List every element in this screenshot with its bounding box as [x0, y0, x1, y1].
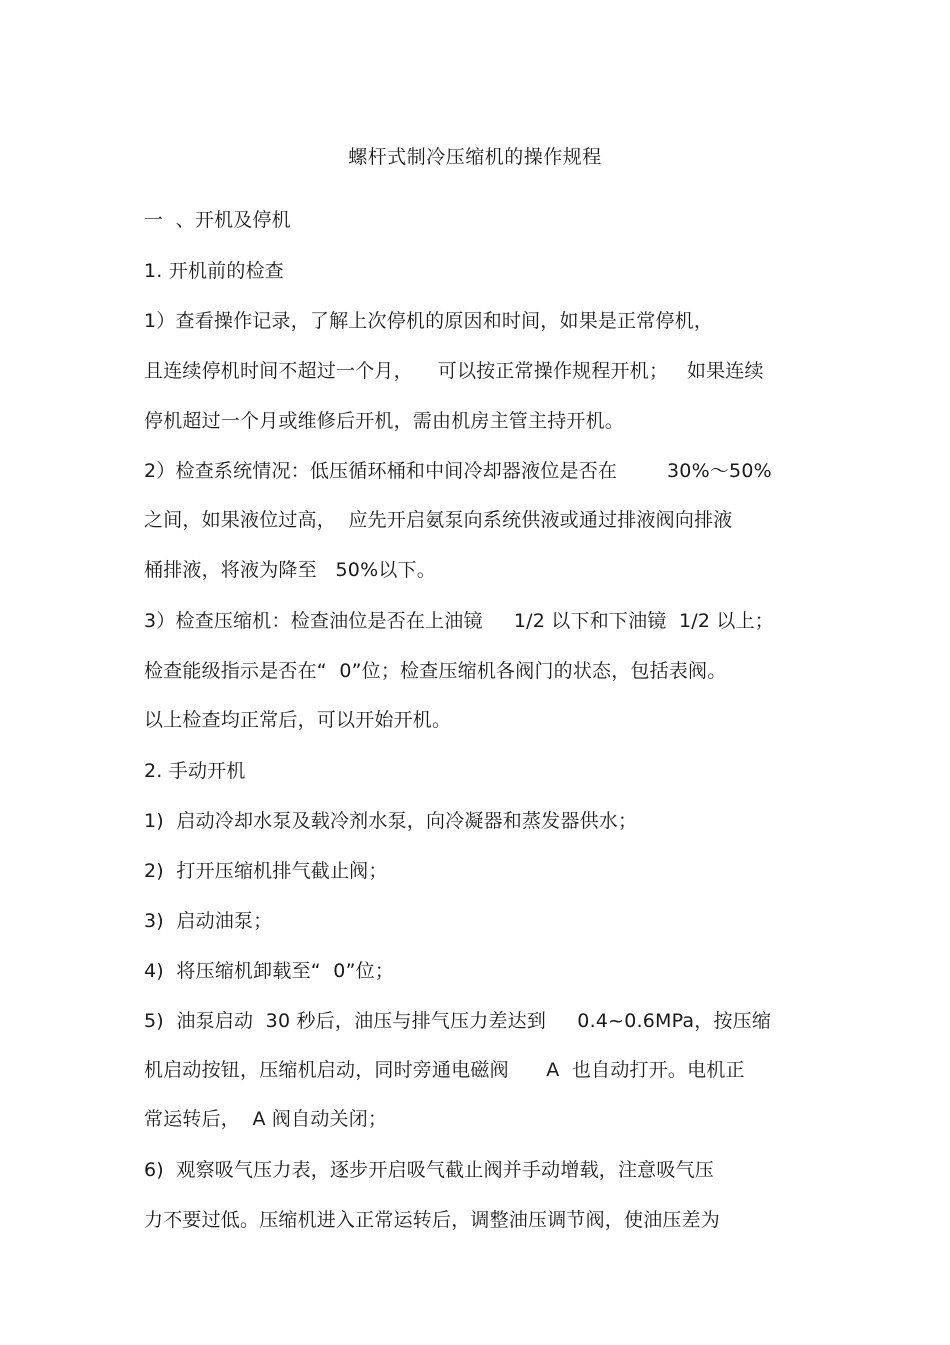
subsection-heading-manual-start: 2. 手动开机 [144, 760, 246, 782]
paragraph-line: 2）检查系统情况：低压循环桶和中间冷却器液位是否在 30%～50% [144, 460, 772, 482]
subsection-heading-pre-start-check: 1. 开机前的检查 [144, 260, 284, 282]
document-title: 螺杆式制冷压缩机的操作规程 [348, 146, 602, 168]
paragraph-line: 停机超过一个月或维修后开机，需由机房主管主持开机。 [144, 410, 625, 432]
paragraph-line: 1）查看操作记录，了解上次停机的原因和时间，如果是正常停机， [144, 310, 714, 332]
list-item-continuation: 力不要过低。压缩机进入正常运转后，调整油压调节阀，使油压差为 [144, 1209, 721, 1231]
list-item: 4) 将压缩机卸载至“ 0”位； [144, 960, 395, 982]
paragraph-line: 之间，如果液位过高， 应先开启氨泵向系统供液或通过排液阀向排液 [144, 509, 733, 531]
section-heading-startup-shutdown: 一 、开机及停机 [144, 209, 291, 231]
list-item: 5) 油泵启动 30 秒后，油压与排气压力差达到 0.4~0.6MPa，按压缩 [144, 1010, 772, 1032]
paragraph-line: 以上检查均正常后，可以开始开机。 [144, 709, 452, 731]
list-item: 3) 启动油泵； [144, 910, 273, 932]
list-item: 2) 打开压缩机排气截止阀； [144, 860, 388, 882]
paragraph-line: 3）检查压缩机：检查油位是否在上油镜 1/2 以下和下油镜 1/2 以上； [144, 610, 775, 632]
paragraph-line: 且连续停机时间不超过一个月， 可以按正常操作规程开机； 如果连续 [144, 360, 764, 382]
list-item: 1) 启动冷却水泵及载冷剂水泵，向冷凝器和蒸发器供水； [144, 810, 638, 832]
list-item: 6) 观察吸气压力表，逐步开启吸气截止阀并手动增载，注意吸气压 [144, 1159, 714, 1181]
list-item-continuation: 机启动按钮，压缩机启动，同时旁通电磁阀 A 也自动打开。电机正 [144, 1059, 745, 1081]
paragraph-line: 检查能级指示是否在“ 0”位；检查压缩机各阀门的状态，包括表阀。 [144, 660, 727, 682]
list-item-continuation: 常运转后， A 阀自动关闭； [144, 1108, 388, 1130]
paragraph-line: 桶排液，将液为降至 50%以下。 [144, 559, 436, 581]
